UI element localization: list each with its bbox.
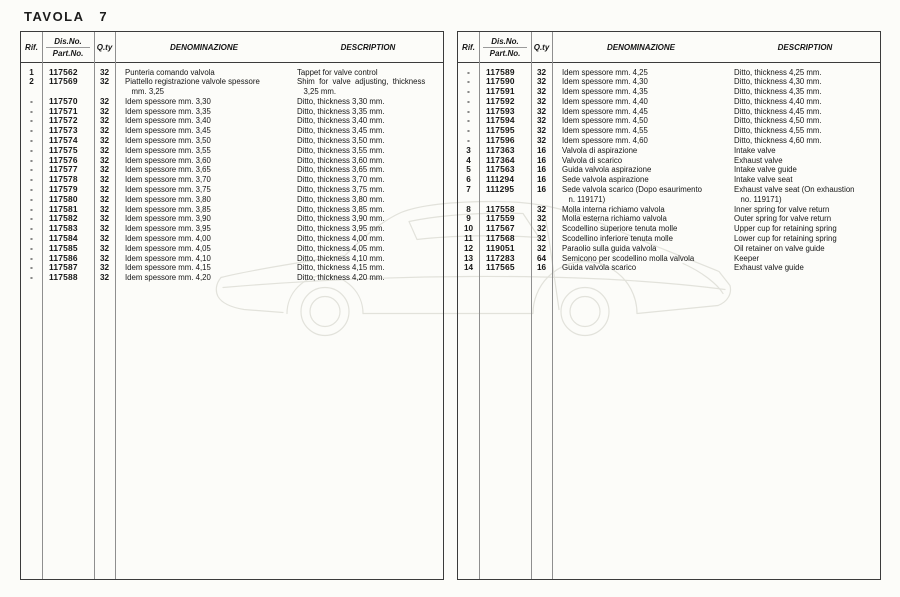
den-cell: Molla esterna richiamo valvola [562, 214, 667, 224]
den-cell: Idem spessore mm. 4,55 [562, 126, 648, 136]
part-cell: 117364 [486, 154, 515, 165]
den-cell: Idem spessore mm. 4,30 [562, 77, 648, 87]
qty-cell: 32 [99, 136, 110, 146]
desc-cell: Tappet for valve control [297, 67, 378, 77]
qty-cell: 32 [536, 243, 547, 253]
part-cell: 117573 [49, 125, 78, 136]
table-header [21, 32, 443, 63]
rif-cell: - [467, 96, 470, 106]
part-cell: 117562 [49, 66, 78, 77]
table-row [21, 126, 443, 136]
rif-cell: - [30, 214, 33, 224]
part-cell: 117577 [49, 164, 78, 175]
qty-cell: 16 [536, 175, 547, 185]
qty-cell: 32 [99, 116, 110, 126]
table-row [458, 136, 880, 146]
table-row [21, 136, 443, 146]
part-cell: 117283 [486, 252, 515, 263]
part-cell: 117589 [486, 66, 515, 77]
rif-cell: 4 [466, 155, 471, 165]
rif-cell: 8 [466, 204, 471, 214]
disno-label: Dis.No. [54, 36, 82, 46]
den-cell: Paraolio sulla guida valvola [562, 243, 657, 253]
table-row [21, 146, 443, 156]
rif-header: Rif. [25, 42, 38, 52]
den-cell: Sede valvola scarico (Dopo esaurimento [562, 185, 702, 195]
description-header: DESCRIPTION [777, 42, 833, 52]
den-cell: Idem spessore mm. 3,40 [125, 116, 211, 126]
rif-cell: 13 [463, 253, 474, 263]
table-row [21, 224, 443, 234]
desc-cell: no. 119171) [734, 194, 782, 204]
table-row [21, 68, 443, 78]
qty-cell: 32 [99, 204, 110, 214]
table-row [458, 175, 880, 185]
part-cell: 111294 [486, 174, 515, 185]
partno-header [42, 37, 94, 58]
den-cell: Idem spessore mm. 4,10 [125, 253, 211, 263]
table-row [458, 263, 880, 273]
parts-table-right [457, 31, 881, 580]
rif-cell: - [30, 145, 33, 155]
part-cell: 117568 [486, 233, 515, 244]
den-cell: Piattello registrazione valvole spessore [125, 77, 260, 87]
parts-table-left [20, 31, 444, 580]
part-cell: 117591 [486, 86, 515, 97]
denominazione-header: DENOMINAZIONE [607, 42, 675, 52]
desc-cell: Ditto, thickness 4,00 mm. [297, 234, 385, 244]
part-cell: 117572 [49, 115, 78, 126]
den-cell: Molla interna richiamo valvola [562, 204, 665, 214]
rif-cell: - [30, 96, 33, 106]
desc-cell: Inner spring for valve return [734, 204, 830, 214]
rif-cell: 7 [466, 185, 471, 195]
table-row [458, 224, 880, 234]
table-header [458, 32, 880, 63]
qty-cell: 16 [536, 155, 547, 165]
qty-cell: 32 [536, 67, 547, 77]
den-cell: Valvola di scarico [562, 155, 623, 165]
desc-cell: Outer spring for valve return [734, 214, 832, 224]
den-cell: Scodellino superiore tenuta molle [562, 224, 678, 234]
desc-cell: Ditto, thickness 3,75 mm. [297, 185, 385, 195]
den-cell: Idem spessore mm. 4,05 [125, 243, 211, 253]
part-cell: 117567 [486, 223, 515, 234]
qty-cell: 32 [536, 224, 547, 234]
desc-cell: Ditto, thickness 4,50 mm. [734, 116, 822, 126]
rif-cell: - [467, 116, 470, 126]
rif-cell: 6 [466, 175, 471, 185]
desc-cell: Upper cup for retaining spring [734, 224, 837, 234]
desc-cell: Ditto, thickness 4,15 mm. [297, 263, 385, 273]
qty-cell: 32 [99, 155, 110, 165]
qty-cell: 32 [99, 263, 110, 273]
rif-cell: - [467, 87, 470, 97]
rif-cell: - [30, 204, 33, 214]
desc-cell: Ditto, thickness 3,70 mm. [297, 175, 385, 185]
part-cell: 119051 [486, 242, 515, 253]
den-cell: Idem spessore mm. 4,00 [125, 234, 211, 244]
rif-cell: - [30, 155, 33, 165]
table-row [458, 77, 880, 87]
rif-cell: - [30, 263, 33, 273]
den-cell: Guida valvola aspirazione [562, 165, 652, 175]
qty-cell: 32 [99, 214, 110, 224]
desc-cell: 3,25 mm. [297, 87, 336, 97]
rif-cell: 3 [466, 145, 471, 155]
rif-cell: - [30, 136, 33, 146]
table-row [21, 263, 443, 273]
desc-cell: Ditto, thickness 3,85 mm. [297, 204, 385, 214]
table-row [458, 87, 880, 97]
part-cell: 117593 [486, 105, 515, 116]
desc-cell: Lower cup for retaining spring [734, 234, 837, 244]
qty-cell: 16 [536, 263, 547, 273]
rif-cell: 9 [466, 214, 471, 224]
desc-cell: Ditto, thickness 3,40 mm. [297, 116, 385, 126]
part-cell: 117583 [49, 223, 78, 234]
table-row [21, 234, 443, 244]
part-cell: 117588 [49, 272, 78, 283]
rif-cell: 10 [463, 224, 474, 234]
table-row [21, 156, 443, 166]
rif-header: Rif. [462, 42, 475, 52]
part-cell: 117584 [49, 233, 78, 244]
qty-cell: 32 [99, 194, 110, 204]
rif-cell: - [467, 67, 470, 77]
desc-cell: Ditto, thickness 4,40 mm. [734, 96, 822, 106]
part-cell: 117571 [49, 105, 78, 116]
rif-cell: - [30, 253, 33, 263]
desc-cell: Ditto, thickness 4,05 mm. [297, 243, 385, 253]
qty-cell: 32 [99, 145, 110, 155]
part-cell: 117585 [49, 242, 78, 253]
den-cell: Idem spessore mm. 4,50 [562, 116, 648, 126]
part-cell: 117596 [486, 135, 515, 146]
den-cell: Idem spessore mm. 3,85 [125, 204, 211, 214]
rif-cell: 5 [466, 165, 471, 175]
table-row [458, 165, 880, 175]
part-cell: 117581 [49, 203, 78, 214]
den-cell: Idem spessore mm. 4,20 [125, 273, 211, 283]
table-row [21, 214, 443, 224]
den-cell: Punteria comando valvola [125, 67, 215, 77]
qty-cell: 32 [536, 214, 547, 224]
qty-header: Q.ty [96, 42, 113, 52]
den-cell: Idem spessore mm. 4,35 [562, 87, 648, 97]
desc-cell: Shim for valve adjusting, thickness [297, 77, 426, 87]
desc-cell: Ditto, thickness 4,20 mm. [297, 273, 385, 283]
partno-label: Part.No. [483, 47, 527, 58]
qty-cell: 16 [536, 165, 547, 175]
part-cell: 117558 [486, 203, 515, 214]
qty-cell: 32 [536, 136, 547, 146]
den-cell: Valvola di aspirazione [562, 145, 638, 155]
den-cell: Idem spessore mm. 4,40 [562, 96, 648, 106]
qty-header: Q.ty [533, 42, 550, 52]
den-cell: mm. 3,25 [125, 87, 164, 97]
qty-cell: 32 [536, 106, 547, 116]
desc-cell: Ditto, thickness 3,55 mm. [297, 145, 385, 155]
den-cell: Idem spessore mm. 3,60 [125, 155, 211, 165]
table-row [458, 156, 880, 166]
table-row [21, 254, 443, 264]
qty-cell: 32 [536, 204, 547, 214]
rif-cell: - [30, 106, 33, 116]
qty-cell: 32 [99, 77, 110, 87]
desc-cell: Ditto, thickness 4,60 mm. [734, 136, 822, 146]
part-cell: 117592 [486, 95, 515, 106]
table-row [458, 107, 880, 117]
table-row [21, 107, 443, 117]
den-cell: Idem spessore mm. 3,65 [125, 165, 211, 175]
rif-cell: - [467, 77, 470, 87]
desc-cell: Oil retainer on valve guide [734, 243, 825, 253]
desc-cell: Ditto, thickness 3,60 mm. [297, 155, 385, 165]
qty-cell: 32 [99, 165, 110, 175]
rif-cell: 12 [463, 243, 474, 253]
den-cell: Idem spessore mm. 4,25 [562, 67, 648, 77]
table-row [21, 185, 443, 195]
rif-cell: - [30, 224, 33, 234]
desc-cell: Exhaust valve seat (On exhaustion [734, 185, 855, 195]
den-cell: Idem spessore mm. 3,70 [125, 175, 211, 185]
qty-cell: 32 [99, 126, 110, 136]
rif-cell: - [30, 175, 33, 185]
table-row [458, 195, 880, 205]
rif-cell: - [30, 185, 33, 195]
table-row [21, 165, 443, 175]
qty-cell: 32 [99, 273, 110, 283]
desc-cell: Keeper [734, 253, 760, 263]
desc-cell: Ditto, thickness 3,90 mm. [297, 214, 385, 224]
rif-cell [21, 87, 42, 97]
den-cell: Scodellino inferiore tenuta molle [562, 234, 673, 244]
qty-cell: 32 [536, 96, 547, 106]
table-rows [458, 64, 880, 274]
qty-cell [94, 87, 115, 97]
rif-cell: 14 [463, 263, 474, 273]
table-row [458, 185, 880, 195]
desc-cell: Ditto, thickness 3,80 mm. [297, 194, 385, 204]
disno-label: Dis.No. [491, 36, 519, 46]
desc-cell: Ditto, thickness 3,95 mm. [297, 224, 385, 234]
den-cell: Idem spessore mm. 3,35 [125, 106, 211, 116]
qty-cell: 32 [99, 106, 110, 116]
part-cell: 111295 [486, 184, 515, 195]
den-cell: Semicono per scodellino molla valvola [562, 253, 695, 263]
part-cell: 117565 [486, 262, 515, 273]
desc-cell: Ditto, thickness 4,10 mm. [297, 253, 385, 263]
den-cell: Idem spessore mm. 3,45 [125, 126, 211, 136]
table-row [21, 244, 443, 254]
table-row [458, 214, 880, 224]
desc-cell: Ditto, thickness 3,30 mm. [297, 96, 385, 106]
table-row [21, 116, 443, 126]
qty-cell: 32 [99, 253, 110, 263]
table-row [458, 254, 880, 264]
qty-cell: 32 [99, 67, 110, 77]
desc-cell: Ditto, thickness 4,25 mm. [734, 67, 822, 77]
den-cell: Idem spessore mm. 3,95 [125, 224, 211, 234]
part-cell: 117594 [486, 115, 515, 126]
page-title: TAVOLA 7 [24, 9, 109, 24]
den-cell: Idem spessore mm. 4,45 [562, 106, 648, 116]
table-row [21, 77, 443, 87]
part-cell: 117570 [49, 95, 78, 106]
part-cell: 117576 [49, 154, 78, 165]
table-row [458, 244, 880, 254]
qty-cell: 32 [99, 243, 110, 253]
desc-cell: Ditto, thickness 3,45 mm. [297, 126, 385, 136]
rif-cell: - [30, 165, 33, 175]
den-cell: Idem spessore mm. 3,30 [125, 96, 211, 106]
desc-cell: Ditto, thickness 3,50 mm. [297, 136, 385, 146]
qty-cell: 32 [536, 77, 547, 87]
table-row [21, 205, 443, 215]
den-cell: Idem spessore mm. 3,75 [125, 185, 211, 195]
den-cell: Idem spessore mm. 4,15 [125, 263, 211, 273]
rif-cell [458, 195, 479, 205]
desc-cell: Ditto, thickness 3,35 mm. [297, 106, 385, 116]
desc-cell: Ditto, thickness 4,45 mm. [734, 106, 822, 116]
qty-cell: 16 [536, 145, 547, 155]
qty-cell: 32 [536, 126, 547, 136]
den-cell: Idem spessore mm. 3,80 [125, 194, 211, 204]
desc-cell: Intake valve guide [734, 165, 797, 175]
part-cell: 117580 [49, 193, 78, 204]
rif-cell: - [30, 234, 33, 244]
desc-cell: Intake valve [734, 145, 776, 155]
table-row [21, 273, 443, 283]
den-cell: Idem spessore mm. 3,90 [125, 214, 211, 224]
qty-cell: 32 [536, 234, 547, 244]
rif-cell: - [30, 194, 33, 204]
table-row [458, 97, 880, 107]
den-cell: Idem spessore mm. 3,50 [125, 136, 211, 146]
qty-cell: 32 [99, 224, 110, 234]
rif-cell: - [30, 243, 33, 253]
part-cell: 117363 [486, 144, 515, 155]
part-cell: 117586 [49, 252, 78, 263]
denominazione-header: DENOMINAZIONE [170, 42, 238, 52]
desc-cell: Intake valve seat [734, 175, 793, 185]
part-cell: 117569 [49, 76, 78, 87]
qty-cell: 32 [99, 96, 110, 106]
qty-cell: 16 [536, 185, 547, 195]
desc-cell: Ditto, thickness 4,55 mm. [734, 126, 822, 136]
part-cell: 117578 [49, 174, 78, 185]
table-row [458, 234, 880, 244]
part-cell: 117575 [49, 144, 78, 155]
table-row [21, 175, 443, 185]
rif-cell: - [467, 136, 470, 146]
qty-cell: 32 [99, 175, 110, 185]
table-row [458, 68, 880, 78]
rif-cell: - [30, 126, 33, 136]
desc-cell: Ditto, thickness 4,35 mm. [734, 87, 822, 97]
desc-cell: Exhaust valve guide [734, 263, 804, 273]
table-row [458, 205, 880, 215]
part-cell: 117559 [486, 213, 515, 224]
rif-cell: - [30, 116, 33, 126]
part-cell: 117579 [49, 184, 78, 195]
part-cell: 117574 [49, 135, 78, 146]
partno-label: Part.No. [46, 47, 90, 58]
table-row [458, 126, 880, 136]
qty-cell [531, 195, 552, 205]
den-cell: Sede valvola aspirazione [562, 175, 649, 185]
qty-cell: 32 [536, 116, 547, 126]
table-rows [21, 64, 443, 284]
desc-cell: Ditto, thickness 4,30 mm. [734, 77, 822, 87]
table-row [21, 87, 443, 97]
rif-cell: 1 [29, 67, 34, 77]
part-cell: 117582 [49, 213, 78, 224]
part-cell: 117590 [486, 76, 515, 87]
rif-cell: 2 [29, 77, 34, 87]
partno-header [479, 37, 531, 58]
qty-cell: 64 [536, 253, 547, 263]
table-row [458, 116, 880, 126]
desc-cell: Exhaust valve [734, 155, 783, 165]
den-cell: Guida valvola scarico [562, 263, 637, 273]
desc-cell: Ditto, thickness 3,65 mm. [297, 165, 385, 175]
qty-cell: 32 [536, 87, 547, 97]
part-cell: 117587 [49, 262, 78, 273]
qty-cell: 32 [99, 234, 110, 244]
description-header: DESCRIPTION [340, 42, 396, 52]
den-cell: n. 119171) [562, 194, 606, 204]
rif-cell: - [467, 106, 470, 116]
table-row [21, 97, 443, 107]
table-row [458, 146, 880, 156]
part-cell: 117595 [486, 125, 515, 136]
den-cell: Idem spessore mm. 4,60 [562, 136, 648, 146]
qty-cell: 32 [99, 185, 110, 195]
part-cell: 117563 [486, 164, 515, 175]
den-cell: Idem spessore mm. 3,55 [125, 145, 211, 155]
table-row [21, 195, 443, 205]
rif-cell: 11 [464, 234, 473, 244]
rif-cell: - [467, 126, 470, 136]
rif-cell: - [30, 273, 33, 283]
